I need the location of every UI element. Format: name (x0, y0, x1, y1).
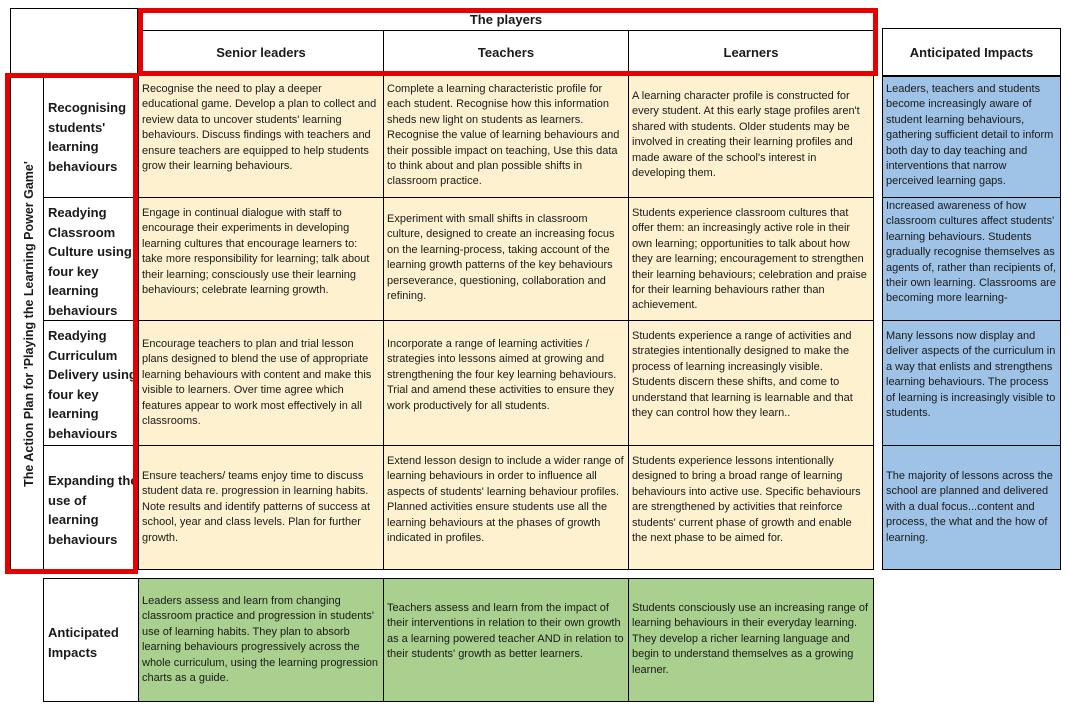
teachers-cell-row-2: Experiment with small shifts in classroom culture, designed to create an increasing focus on the learning-process, taking account of the learning growth patterns of the key behaviours perseverance, questioning, collaboration and refining. (383, 197, 629, 321)
learners-cell-row-3: Students experience a range of activities and strategies intentionally designed to make the process of learning increasingly visible. Students discern these shifts, and come to understand that learning is learnable and that they can control how they learn.. (628, 320, 874, 446)
row-label-recognising: Recognising students' learning behaviours (43, 74, 139, 198)
players-highlight-box (138, 8, 878, 76)
impact-cell-row-3: Many lessons now display and deliver aspects of the curriculum in a way that enlists and strengthens learning behaviours. The process of learning is increasingly visible to students. (882, 320, 1061, 446)
action-plan-highlight-box (5, 73, 138, 574)
players-header: The players (469, 11, 543, 27)
senior-cell-row-2: Engage in continual dialogue with staff to encourage their experiments in developing learning cultures that encourage learners to: take more responsibility for learning; talk about their learning; consciously use their learning behaviours; celebrate learning growth. (138, 197, 384, 321)
bottom-impacts-label: Anticipated Impacts (43, 578, 139, 702)
bottom-teachers-cell: Teachers assess and learn from the impact of their interventions in relation to their own growth as a learning powered teacher AND in relation to their students' growth as better learners. (383, 578, 629, 702)
learners-cell-row-2: Students experience classroom cultures that offer them: an increasingly active role in their own learning; opportunities to talk about how they are learning; encouragement to strengthen their learning behaviours; celebration and praise for their learning behaviours rather than achievement. (628, 197, 874, 321)
senior-cell-row-1: Recognise the need to play a deeper educational game. Develop a plan to collect and review data to uncover students' learning behaviours. Discuss findings with teachers and ensure teachers are equipped to help students grow their learning behaviours. (138, 74, 384, 198)
teachers-cell-row-3: Incorporate a range of learning activities / strategies into lessons aimed at growing and strengthening the four key learning behaviours. Trial and amend these activities to ensure they work productively for all students. (383, 320, 629, 446)
action-plan-title: The Action Plan for 'Playing the Learning Power Game' (22, 161, 36, 487)
anticipated-impacts-header: Anticipated Impacts (882, 28, 1061, 76)
learners-cell-row-4: Students experience lessons intentionally designed to bring a broad range of learning behaviours into active use. Specific behaviours are strengthened by activities that reinforce students' current phase of growth and enable the next phase to be aimed for. (628, 445, 874, 570)
senior-cell-row-3: Encourage teachers to plan and trial lesson plans designed to blend the use of appropriate learning behaviours with content and make this visible to learners. Over time agree which features appear to work most effectively in all classrooms. (138, 320, 384, 446)
senior-leaders-header: Senior leaders (138, 30, 384, 74)
row-label-curriculum-delivery: Readying Curriculum Delivery using four key learning behaviours (43, 320, 139, 446)
teachers-cell-row-1: Complete a learning characteristic profile for each student. Recognise how this information sheds new light on students as learners. Recognise the value of learning behaviours and their possible impact on teaching, Use this data to think about and plan possible shifts in classroom practice. (383, 74, 629, 198)
row-label-classroom-culture: Readying Classroom Culture using four key learning behaviours (43, 197, 139, 321)
learners-header: Learners (628, 30, 874, 74)
teachers-header: Teachers (383, 30, 629, 74)
teachers-cell-row-4: Extend lesson design to include a wider range of learning behaviours in order to influence all aspects of students' learning behaviour profiles. Planned activities ensure students use all the learning behaviours at the phases of growth indicated in profiles. (383, 445, 629, 570)
bottom-learners-cell: Students consciously use an increasing range of learning behaviours in their everyday learning. They develop a richer learning language and begin to understand themselves as a growing learner. (628, 578, 874, 702)
impact-cell-row-4: The majority of lessons across the school are planned and delivered with a dual focus...content and process, the what and the how of learning. (882, 445, 1061, 570)
impact-cell-row-1: Leaders, teachers and students become increasingly aware of student learning behaviours, gathering sufficient detail to inform both day to day teaching and interventions that narrow perceived learning gaps. (882, 76, 1061, 198)
senior-cell-row-4: Ensure teachers/ teams enjoy time to discuss student data re. progression in learning habits. Note results and identify patterns of success at school, year and class levels. Plan for further growth. (138, 445, 384, 570)
bottom-senior-cell: Leaders assess and learn from changing classroom practice and progression in students' use of learning habits. They plan to absorb learning behaviours progressively across the whole curriculum, using the learning progression charts as a guide. (138, 578, 384, 702)
row-label-expanding: Expanding the use of learning behaviours (43, 445, 139, 570)
empty-corner-cell (10, 8, 138, 74)
impact-cell-row-2: Increased awareness of how classroom cultures affect students' learning behaviours. Students gradually recognise themselves as agents of, rather than recipients of, their own learning. Classrooms are becoming more learning- (882, 197, 1061, 321)
learners-cell-row-1: A learning character profile is constructed for every student. At this early stage profiles aren't shared with students. Older students may be involved in creating their learning profiles and made aware of the school's interest in developing them. (628, 74, 874, 198)
